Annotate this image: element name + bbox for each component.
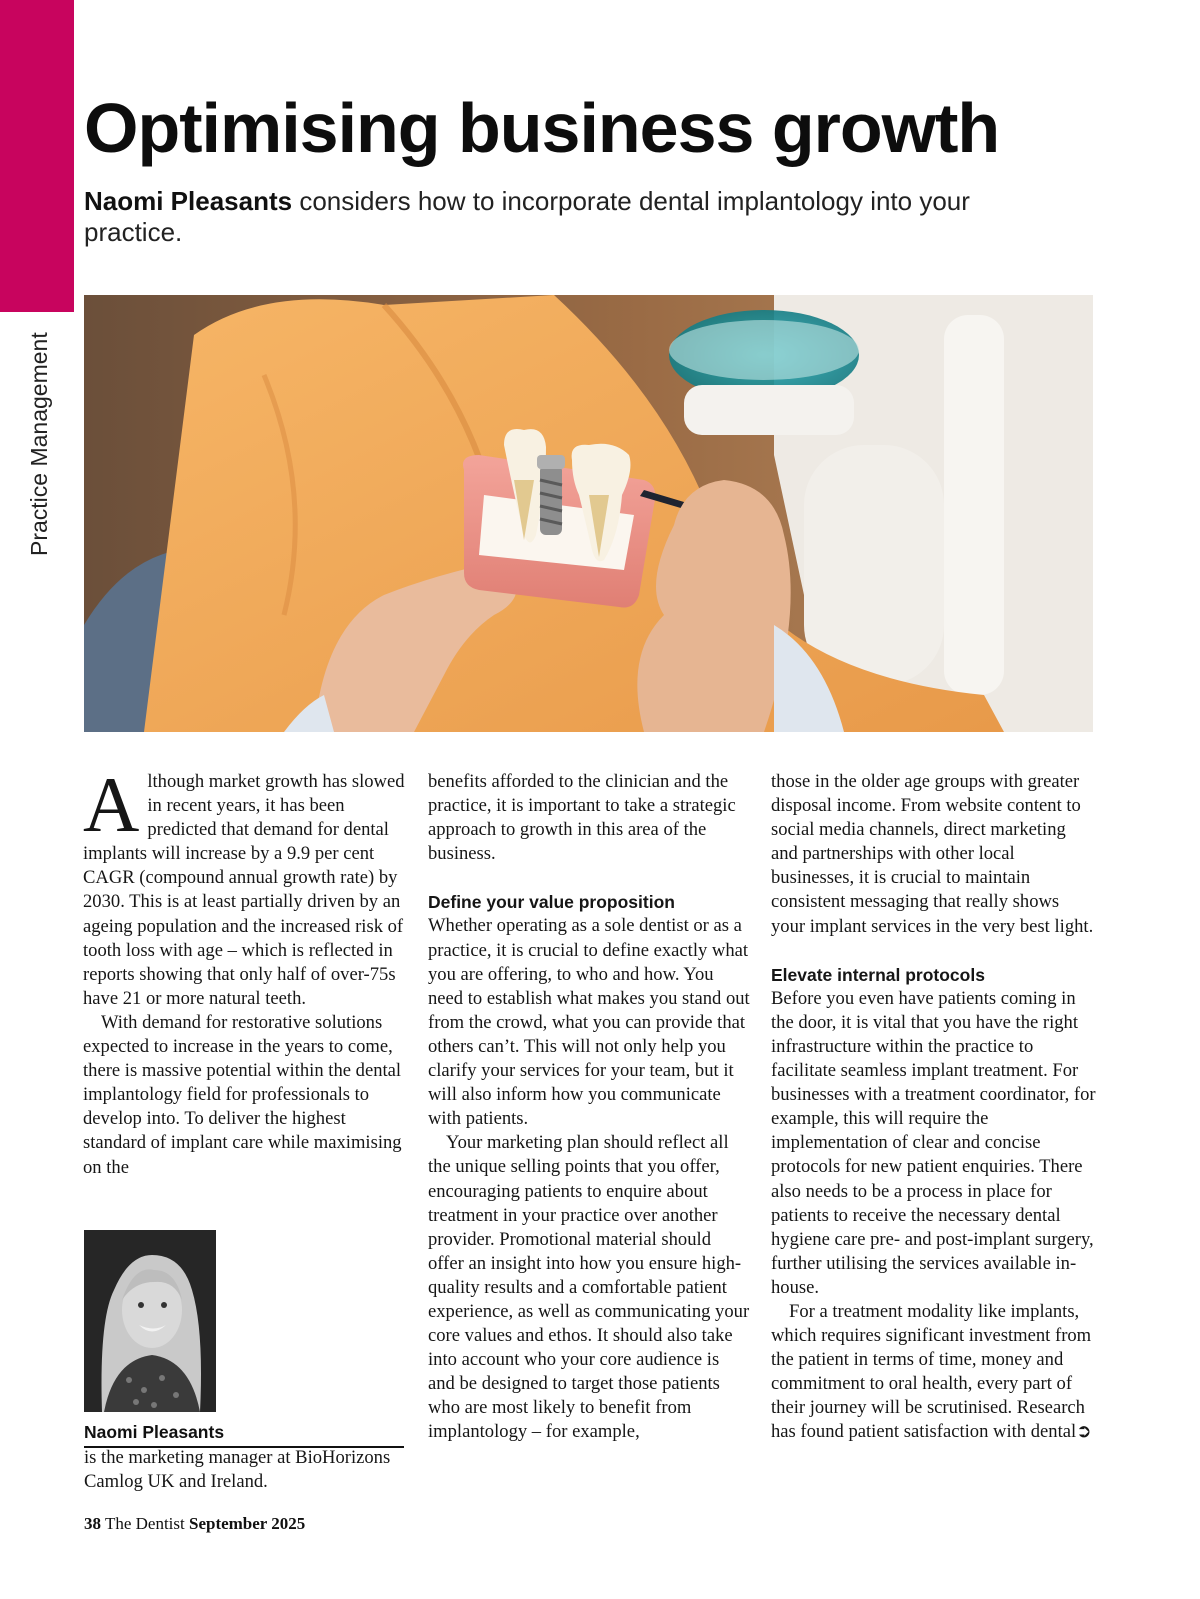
dental-implant-model-illustration — [84, 295, 1093, 732]
body-paragraph: With demand for restorative solutions expected to increase in the years to come, there is massive potential within the dental implantology field for professionals to develop into. To deliver the highest standard of implant care while maximising on the — [83, 1011, 402, 1178]
body-text: For a treatment modality like implants, which requires significant investment from the patient in terms of time, money and commitment to oral health, every part of their journey will be scrutinised. Research has found patient satisfaction with dental — [771, 1300, 1092, 1443]
page-number: 38 — [84, 1514, 101, 1533]
article-column-2 — [428, 770, 750, 1445]
standfirst-author: Naomi Pleasants — [84, 186, 293, 216]
subheading-value-proposition: Define your value proposition — [428, 892, 675, 913]
intro-text: lthough market growth has slowed in recent years, it has been predicted that demand for dental implants will increase by a 9.9 per cent CAGR (compound annual growth rate) by 2030. This is at least partially driven by an ageing population and the increased risk of tooth loss with age – which is reflected in reports showing that only half of over-75s have 21 or more natural teeth. — [83, 771, 405, 1009]
standfirst — [84, 186, 1044, 248]
body-paragraph: Your marketing plan should reflect all the unique selling points that you offer, encouraging patients to enquire about treatment in your practice over another provider. Promotional material should offer an insight into how you ensure high-quality results and a comfortable patient experience, as well as communicating your core values and ethos. It should also take into account who your core audience is and be designed to target those patients who are most likely to benefit from implantology – for example, — [428, 1132, 750, 1443]
author-portrait — [84, 1230, 216, 1412]
intro-paragraph — [83, 761, 405, 1011]
section-color-bar — [0, 0, 74, 312]
author-photo — [84, 1230, 216, 1412]
subheading-internal-protocols: Elevate internal protocols — [771, 964, 985, 985]
body-paragraph: those in the older age groups with greater disposal income. From website content to social media channels, direct marketing and partnerships with other local businesses, it is crucial to maintain consistent messaging that really shows your implant services in the very best light. — [771, 771, 1094, 937]
author-name: Naomi Pleasants — [84, 1420, 404, 1448]
section-label: Practice Management — [26, 332, 52, 556]
article-column-3 — [771, 770, 1096, 1445]
article-headline: Optimising business growth — [84, 89, 1000, 167]
body-paragraph — [771, 1300, 1096, 1445]
body-paragraph: Whether operating as a sole dentist or as a practice, it is crucial to define exactly what you are offering, to who and how. You need to establish what makes you stand out from the crowd, what you can provide that others can’t. This will not only help you clarify your services for your team, but it will also inform how you communicate with patients. — [428, 915, 750, 1130]
publication-name: The Dentist — [101, 1514, 189, 1533]
article-column-1 — [83, 761, 405, 1180]
hero-image — [84, 295, 1093, 732]
body-paragraph: Before you even have patients coming in the door, it is vital that you have the right infrastructure within the practice to facilitate seamless implant treatment. For businesses with a treatment coordinator, for example, this will require the implementation of clear and concise protocols for new patient enquiries. There also needs to be a process in place for patients to receive the necessary dental hygiene care pre- and post-implant surgery, further utilising the services available in-house. — [771, 987, 1096, 1298]
body-paragraph: benefits afforded to the clinician and the practice, it is important to take a strategic approach to growth in this area of the business. — [428, 771, 736, 865]
issue-date: September 2025 — [188, 1514, 306, 1533]
page-footer — [84, 1514, 305, 1534]
continue-arrow-icon: ➲ — [1076, 1421, 1092, 1443]
drop-cap: A — [83, 761, 140, 848]
standfirst-text: considers how to incorporate dental implantology into your practice. — [84, 186, 970, 247]
author-bio: is the marketing manager at BioHorizons Camlog UK and Ireland. — [84, 1447, 391, 1492]
